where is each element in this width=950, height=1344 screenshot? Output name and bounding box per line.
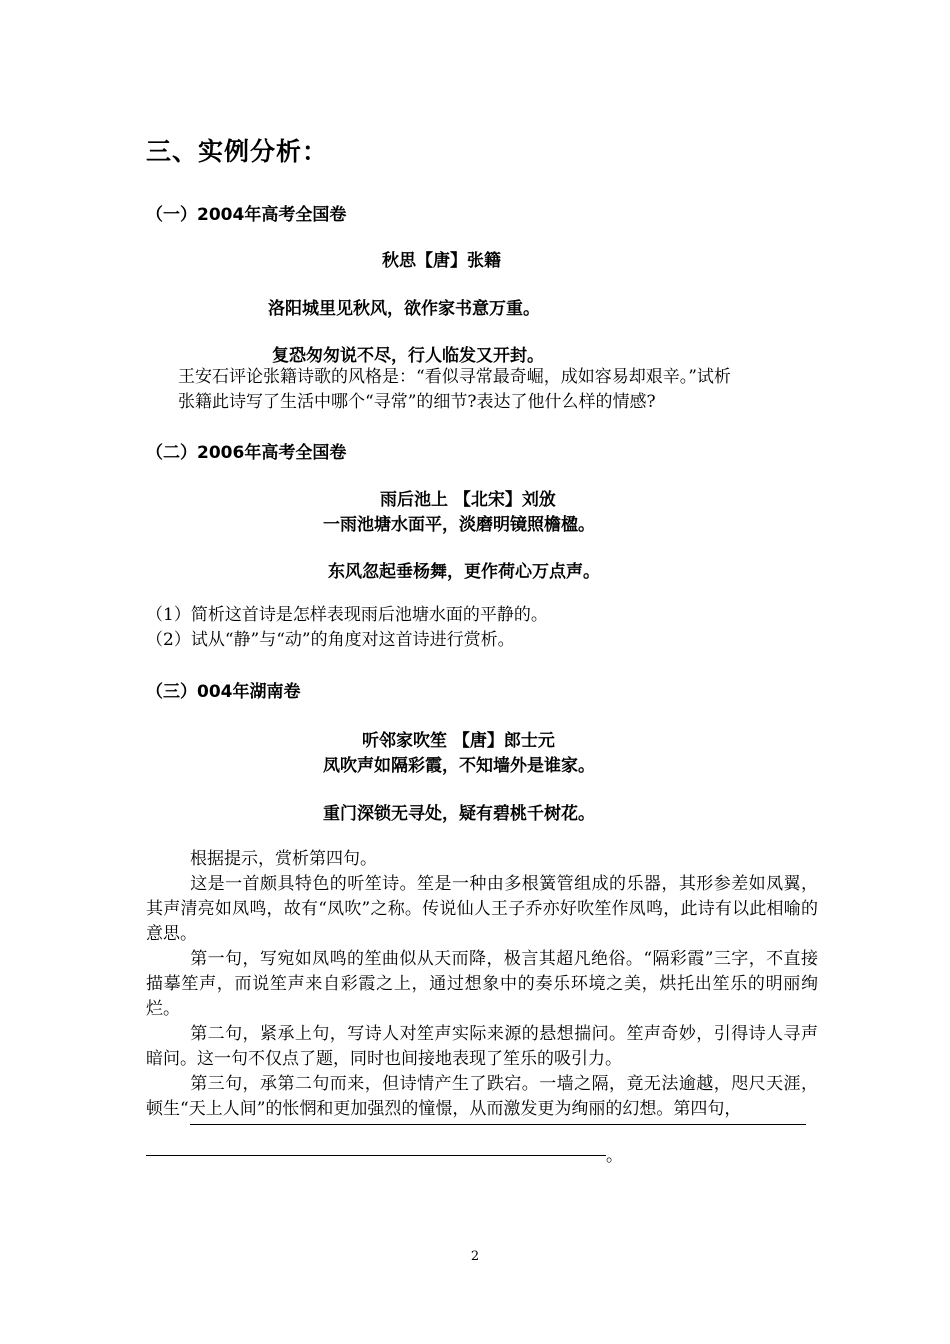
poem-line-3-2: 重门深锁无寻处，疑有碧桃千树花。 (323, 804, 595, 824)
answer-blank-line-1 (190, 1124, 806, 1125)
section-label-3: （三）004年湖南卷 (146, 682, 301, 702)
question-1-2: 张籍此诗写了生活中哪个“寻常”的细节?表达了他什么样的情感? (178, 392, 656, 412)
poem-title-1: 秋思【唐】张籍 (382, 251, 501, 271)
poem-line-1-2: 复恐匆匆说不尽，行人临发又开封。 (272, 346, 544, 366)
poem-title-3: 听邻家吹笙 【唐】郎士元 (362, 731, 555, 751)
answer-blank-line-2 (146, 1155, 606, 1156)
page-number: 2 (470, 1249, 480, 1264)
poem-line-3-1: 凤吹声如隔彩霞，不知墙外是谁家。 (323, 756, 595, 776)
analysis-prompt: 根据提示，赏析第四句。 (190, 849, 377, 869)
question-2-1: （1）简析这首诗是怎样表现雨后池塘水面的平静的。 (146, 605, 548, 625)
poem-line-2-1: 一雨池塘水面平，淡磨明镜照檐楹。 (323, 515, 595, 535)
analysis-paragraph-1: 这是一首颇具特色的听笙诗。笙是一种由多根簧管组成的乐器，其形参差如凤翼，其声清亮如凤鸣，故有“凤吹”之称。传说仙人王子乔亦好吹笙作凤鸣，此诗有以此相喻的意思。 (146, 874, 818, 944)
poem-line-2-2: 东风忽起垂杨舞，更作荷心万点声。 (328, 562, 600, 582)
question-1-1: 王安石评论张籍诗歌的风格是：“看似寻常最奇崛，成如容易却艰辛。”试析 (178, 367, 731, 387)
analysis-paragraph-4: 第三句，承第二句而来，但诗情产生了跌宕。一墙之隔，竟无法逾越，咫尺天涯，顿生“天上人间”的怅惘和更加强烈的憧憬，从而激发更为绚丽的幻想。第四句， (146, 1074, 818, 1119)
section-label-1: （一）2004年高考全国卷 (146, 205, 347, 225)
question-2-2: （2）试从“静”与“动”的角度对这首诗进行赏析。 (146, 630, 515, 650)
section-label-2: （二）2006年高考全国卷 (146, 443, 347, 463)
analysis-paragraph-2: 第一句，写宛如凤鸣的笙曲似从天而降，极言其超凡绝俗。“隔彩霞”三字，不直接描摹笙声，而说笙声来自彩霞之上，通过想象中的奏乐环境之美，烘托出笙乐的明丽绚烂。 (146, 949, 818, 1019)
poem-line-1-1: 洛阳城里见秋风，欲作家书意万重。 (268, 299, 540, 319)
answer-end-mark: 。 (606, 1146, 623, 1166)
section-heading: 三、实例分析： (146, 137, 329, 166)
analysis-paragraph-3: 第二句，紧承上句，写诗人对笙声实际来源的悬想揣问。笙声奇妙，引得诗人寻声暗问。这一句不仅点了题，同时也间接地表现了笙乐的吸引力。 (146, 1024, 818, 1069)
poem-title-2: 雨后池上 【北宋】刘攽 (380, 490, 556, 510)
